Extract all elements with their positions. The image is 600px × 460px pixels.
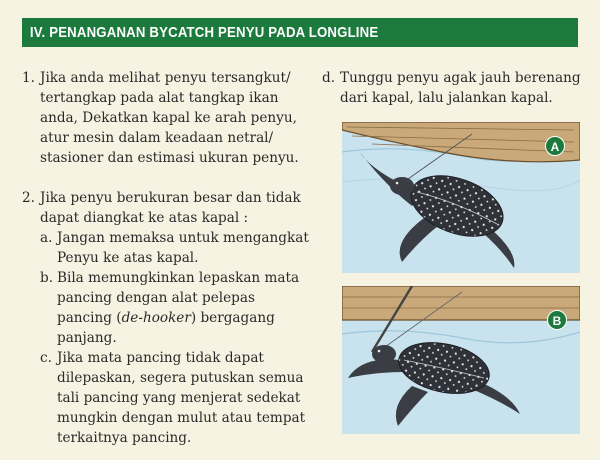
- step-2-number: 2.: [22, 190, 35, 206]
- section-header: [22, 18, 578, 47]
- illustration-b: [342, 286, 580, 434]
- step-2d-letter: d.: [322, 70, 336, 86]
- step-2c: [40, 348, 312, 448]
- step-2c-text: Jika mata pancing tidak dapat dilepaskan, segera putuskan semua tali pancing yang menjerat sedekat mungkin dengan mulut atau tempat terkaitnya pancing.: [57, 350, 306, 446]
- step-2d: [322, 68, 582, 108]
- step-2b-text-before: Bila memungkinkan lepaskan mata pancing dengan alat pelepas pancing (: [57, 270, 300, 326]
- section-title: IV. PENANGANAN BYCATCH PENYU PADA LONGLINE: [29, 24, 379, 41]
- step-2b-text-after: ) bergagang panjang.: [57, 310, 275, 346]
- instructions-left-column: [22, 68, 312, 448]
- step-2c-letter: c.: [40, 350, 52, 366]
- step-2: [22, 188, 312, 228]
- step-1: [22, 68, 312, 168]
- step-2b-text: [57, 268, 312, 348]
- illustration-a-badge: A: [545, 136, 565, 156]
- step-2b-letter: b.: [40, 270, 54, 286]
- step-2b: [40, 268, 312, 348]
- step-2b-dehooker-term: de-hooker: [121, 310, 191, 326]
- illustration-b-badge: B: [547, 310, 567, 330]
- step-2a: [40, 228, 312, 268]
- step-2d-text: Tunggu penyu agak jauh berenang dari kapal, lalu jalankan kapal.: [340, 70, 581, 106]
- step-1-number: 1.: [22, 70, 35, 86]
- step-1-text: Jika anda melihat penyu tersangkut/ tertangkap pada alat tangkap ikan anda, Dekatkan kapal ke arah penyu, atur mesin dalam keadaan netral/ stasioner dan estimasi ukuran penyu.: [40, 70, 299, 166]
- turtle-illustration-b: [342, 286, 580, 434]
- illustration-a: [342, 122, 580, 273]
- step-2-text: Jika penyu berukuran besar dan tidak dapat diangkat ke atas kapal :: [40, 190, 301, 226]
- instructions-right-column: [322, 68, 582, 108]
- step-2a-text: Jangan memaksa untuk mengangkat Penyu ke atas kapal.: [57, 230, 309, 266]
- step-2a-letter: a.: [40, 230, 53, 246]
